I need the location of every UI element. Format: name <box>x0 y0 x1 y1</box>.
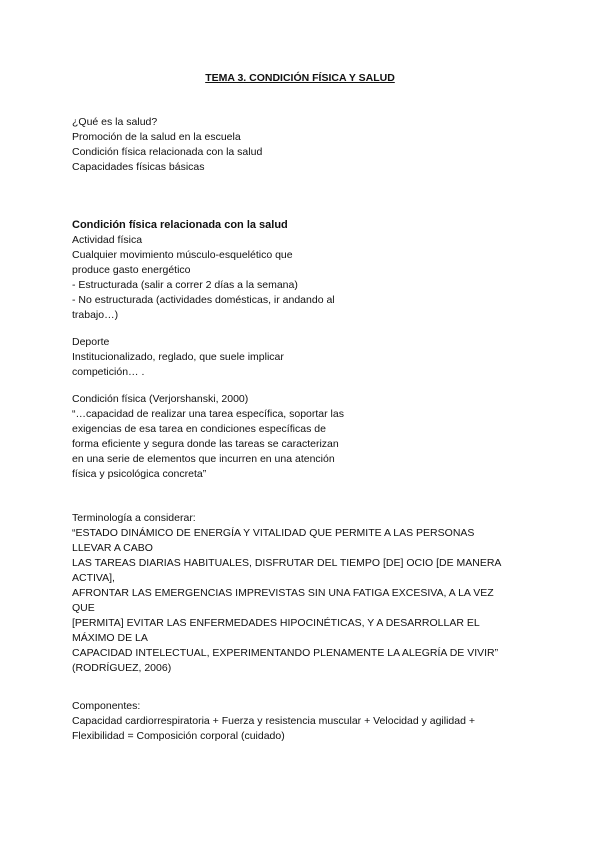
text-line: trabajo…) <box>72 309 119 321</box>
section-condicion-fisica-definicion <box>72 392 532 482</box>
index-item: Promoción de la salud en la escuela <box>72 131 241 143</box>
text-line: LAS TAREAS DIARIAS HABITUALES, DISFRUTAR DEL TIEMPO [DE] OCIO [DE MANERA <box>72 557 502 569</box>
text-line: Cualquier movimiento músculo-esquelético que <box>72 249 293 261</box>
text-line: competición… . <box>72 366 145 378</box>
text-line: “…capacidad de realizar una tarea específica, soportar las <box>72 408 344 420</box>
text-line: Terminología a considerar: <box>72 512 196 524</box>
text-line: - No estructurada (actividades domésticas, ir andando al <box>72 294 335 306</box>
text-line: Flexibilidad = Composición corporal (cuidado) <box>72 730 285 742</box>
text-line: en una serie de elementos que incurren en una atención <box>72 453 335 465</box>
section-heading: Condición física relacionada con la salud <box>72 219 288 231</box>
text-line: Institucionalizado, reglado, que suele implicar <box>72 351 284 363</box>
section-condicion-fisica-salud <box>72 218 532 323</box>
index-item: Capacidades físicas básicas <box>72 161 205 173</box>
text-line: CAPACIDAD INTELECTUAL, EXPERIMENTANDO PLENAMENTE LA ALEGRÍA DE VIVIR” <box>72 647 499 659</box>
text-line: AFRONTAR LAS EMERGENCIAS IMPREVISTAS SIN UNA FATIGA EXCESIVA, A LA VEZ <box>72 587 494 599</box>
section-componentes <box>72 699 532 744</box>
text-line: forma eficiente y segura donde las tareas se caracterizan <box>72 438 339 450</box>
text-line: (RODRÍGUEZ, 2006) <box>72 662 172 674</box>
text-line: QUE <box>72 602 95 614</box>
index-item: Condición física relacionada con la salud <box>72 146 263 158</box>
section-terminologia <box>72 511 532 676</box>
index-item: ¿Qué es la salud? <box>72 116 158 128</box>
page-title: TEMA 3. CONDICIÓN FÍSICA Y SALUD <box>205 72 395 84</box>
text-line: exigencias de esa tarea en condiciones específicas de <box>72 423 326 435</box>
section-deporte <box>72 335 532 380</box>
text-line: Actividad física <box>72 234 143 246</box>
text-line: produce gasto energético <box>72 264 191 276</box>
text-line: Componentes: <box>72 700 141 712</box>
text-line: ACTIVA], <box>72 572 115 584</box>
text-line: MÁXIMO DE LA <box>72 632 148 644</box>
text-line: Deporte <box>72 336 110 348</box>
text-line: LLEVAR A CABO <box>72 542 153 554</box>
text-line: [PERMITA] EVITAR LAS ENFERMEDADES HIPOCINÉTICAS, Y A DESARROLLAR EL <box>72 617 480 629</box>
text-line: “ESTADO DINÁMICO DE ENERGÍA Y VITALIDAD QUE PERMITE A LAS PERSONAS <box>72 527 475 539</box>
text-line: física y psicológica concreta” <box>72 468 207 480</box>
index-list <box>72 115 532 175</box>
text-line: Capacidad cardiorrespiratoria + Fuerza y resistencia muscular + Velocidad y agilidad + <box>72 715 475 727</box>
text-line: Condición física (Verjorshanski, 2000) <box>72 393 249 405</box>
text-line: - Estructurada (salir a correr 2 días a la semana) <box>72 279 298 291</box>
